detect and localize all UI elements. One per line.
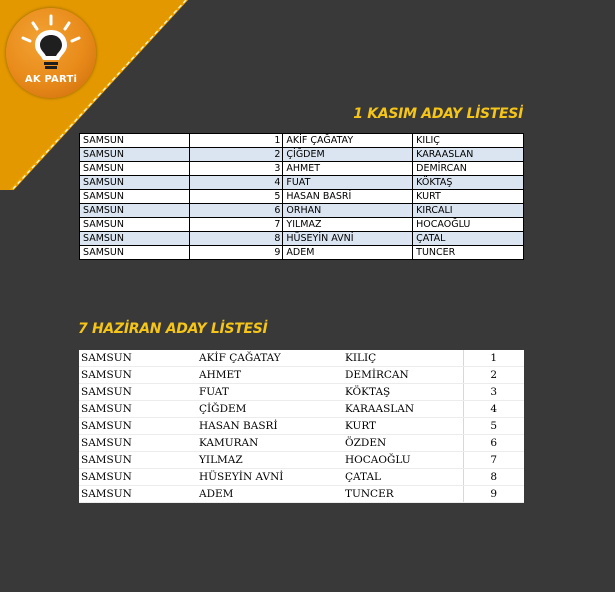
last-name-cell: KARAASLAN (413, 148, 524, 162)
table-row (80, 246, 524, 260)
rank-cell: 8 (189, 232, 283, 246)
first-name-cell: ORHAN (283, 204, 413, 218)
first-name-cell: HASAN BASRİ (283, 190, 413, 204)
city-cell: SAMSUN (79, 435, 197, 452)
first-name-cell: FUAT (283, 176, 413, 190)
last-name-cell: HOCAOĞLU (413, 218, 524, 232)
table-row (80, 204, 524, 218)
table-row (79, 469, 524, 486)
last-name-cell: ÇATAL (343, 469, 463, 486)
first-name-cell: HÜSEYİN AVNİ (197, 469, 343, 486)
first-name-cell: YILMAZ (197, 452, 343, 469)
last-name-cell: KURT (413, 190, 524, 204)
table-row (79, 350, 524, 367)
rank-cell: 3 (189, 162, 283, 176)
logo-text: AK PARTi (24, 74, 78, 85)
rank-cell: 5 (463, 418, 524, 435)
first-name-cell: FUAT (197, 384, 343, 401)
rank-cell: 6 (189, 204, 283, 218)
rank-cell: 1 (463, 350, 524, 367)
rank-cell: 7 (463, 452, 524, 469)
table-row (79, 401, 524, 418)
first-name-cell: ÇİĞDEM (197, 401, 343, 418)
city-cell: SAMSUN (80, 162, 190, 176)
list2-table (79, 350, 524, 503)
last-name-cell: ÇATAL (413, 232, 524, 246)
last-name-cell: TUNCER (413, 246, 524, 260)
table-row (79, 435, 524, 452)
first-name-cell: HASAN BASRİ (197, 418, 343, 435)
table-row (80, 232, 524, 246)
rank-cell: 4 (463, 401, 524, 418)
last-name-cell: KILIÇ (413, 134, 524, 148)
table-row (79, 367, 524, 384)
first-name-cell: YILMAZ (283, 218, 413, 232)
last-name-cell: TUNCER (343, 486, 463, 503)
last-name-cell: DEMİRCAN (343, 367, 463, 384)
list1-title: 1 KASIM ADAY LİSTESİ (353, 106, 523, 122)
city-cell: SAMSUN (80, 148, 190, 162)
rank-cell: 9 (189, 246, 283, 260)
table-row (80, 218, 524, 232)
city-cell: SAMSUN (79, 367, 197, 384)
last-name-cell: KÖKTAŞ (413, 176, 524, 190)
city-cell: SAMSUN (80, 204, 190, 218)
first-name-cell: AHMET (283, 162, 413, 176)
first-name-cell: AHMET (197, 367, 343, 384)
city-cell: SAMSUN (79, 401, 197, 418)
city-cell: SAMSUN (79, 486, 197, 503)
rank-cell: 3 (463, 384, 524, 401)
ak-parti-logo (6, 8, 96, 98)
table-row (80, 148, 524, 162)
city-cell: SAMSUN (80, 246, 190, 260)
first-name-cell: AKİF ÇAĞATAY (283, 134, 413, 148)
rank-cell: 1 (189, 134, 283, 148)
last-name-cell: KURT (343, 418, 463, 435)
table-row (79, 486, 524, 503)
city-cell: SAMSUN (79, 418, 197, 435)
rank-cell: 2 (463, 367, 524, 384)
last-name-cell: ÖZDEN (343, 435, 463, 452)
last-name-cell: KILIÇ (343, 350, 463, 367)
rank-cell: 5 (189, 190, 283, 204)
last-name-cell: DEMİRCAN (413, 162, 524, 176)
rank-cell: 7 (189, 218, 283, 232)
rank-cell: 9 (463, 486, 524, 503)
table-row (79, 452, 524, 469)
city-cell: SAMSUN (79, 452, 197, 469)
last-name-cell: KARAASLAN (343, 401, 463, 418)
city-cell: SAMSUN (80, 190, 190, 204)
first-name-cell: ADEM (197, 486, 343, 503)
city-cell: SAMSUN (79, 350, 197, 367)
city-cell: SAMSUN (80, 218, 190, 232)
first-name-cell: KAMURAN (197, 435, 343, 452)
rank-cell: 2 (189, 148, 283, 162)
first-name-cell: ÇİĞDEM (283, 148, 413, 162)
city-cell: SAMSUN (80, 176, 190, 190)
table-row (79, 418, 524, 435)
last-name-cell: KIRCALI (413, 204, 524, 218)
list1-table (79, 133, 524, 260)
first-name-cell: HÜSEYİN AVNİ (283, 232, 413, 246)
table-row (80, 134, 524, 148)
lightbulb-icon (6, 8, 96, 74)
city-cell: SAMSUN (79, 384, 197, 401)
list2-title: 7 HAZİRAN ADAY LİSTESİ (78, 321, 268, 337)
rank-cell: 4 (189, 176, 283, 190)
last-name-cell: KÖKTAŞ (343, 384, 463, 401)
table-row (79, 384, 524, 401)
city-cell: SAMSUN (80, 134, 190, 148)
city-cell: SAMSUN (80, 232, 190, 246)
table-row (80, 190, 524, 204)
rank-cell: 8 (463, 469, 524, 486)
table-row (80, 176, 524, 190)
city-cell: SAMSUN (79, 469, 197, 486)
rank-cell: 6 (463, 435, 524, 452)
last-name-cell: HOCAOĞLU (343, 452, 463, 469)
first-name-cell: AKİF ÇAĞATAY (197, 350, 343, 367)
first-name-cell: ADEM (283, 246, 413, 260)
table-row (80, 162, 524, 176)
